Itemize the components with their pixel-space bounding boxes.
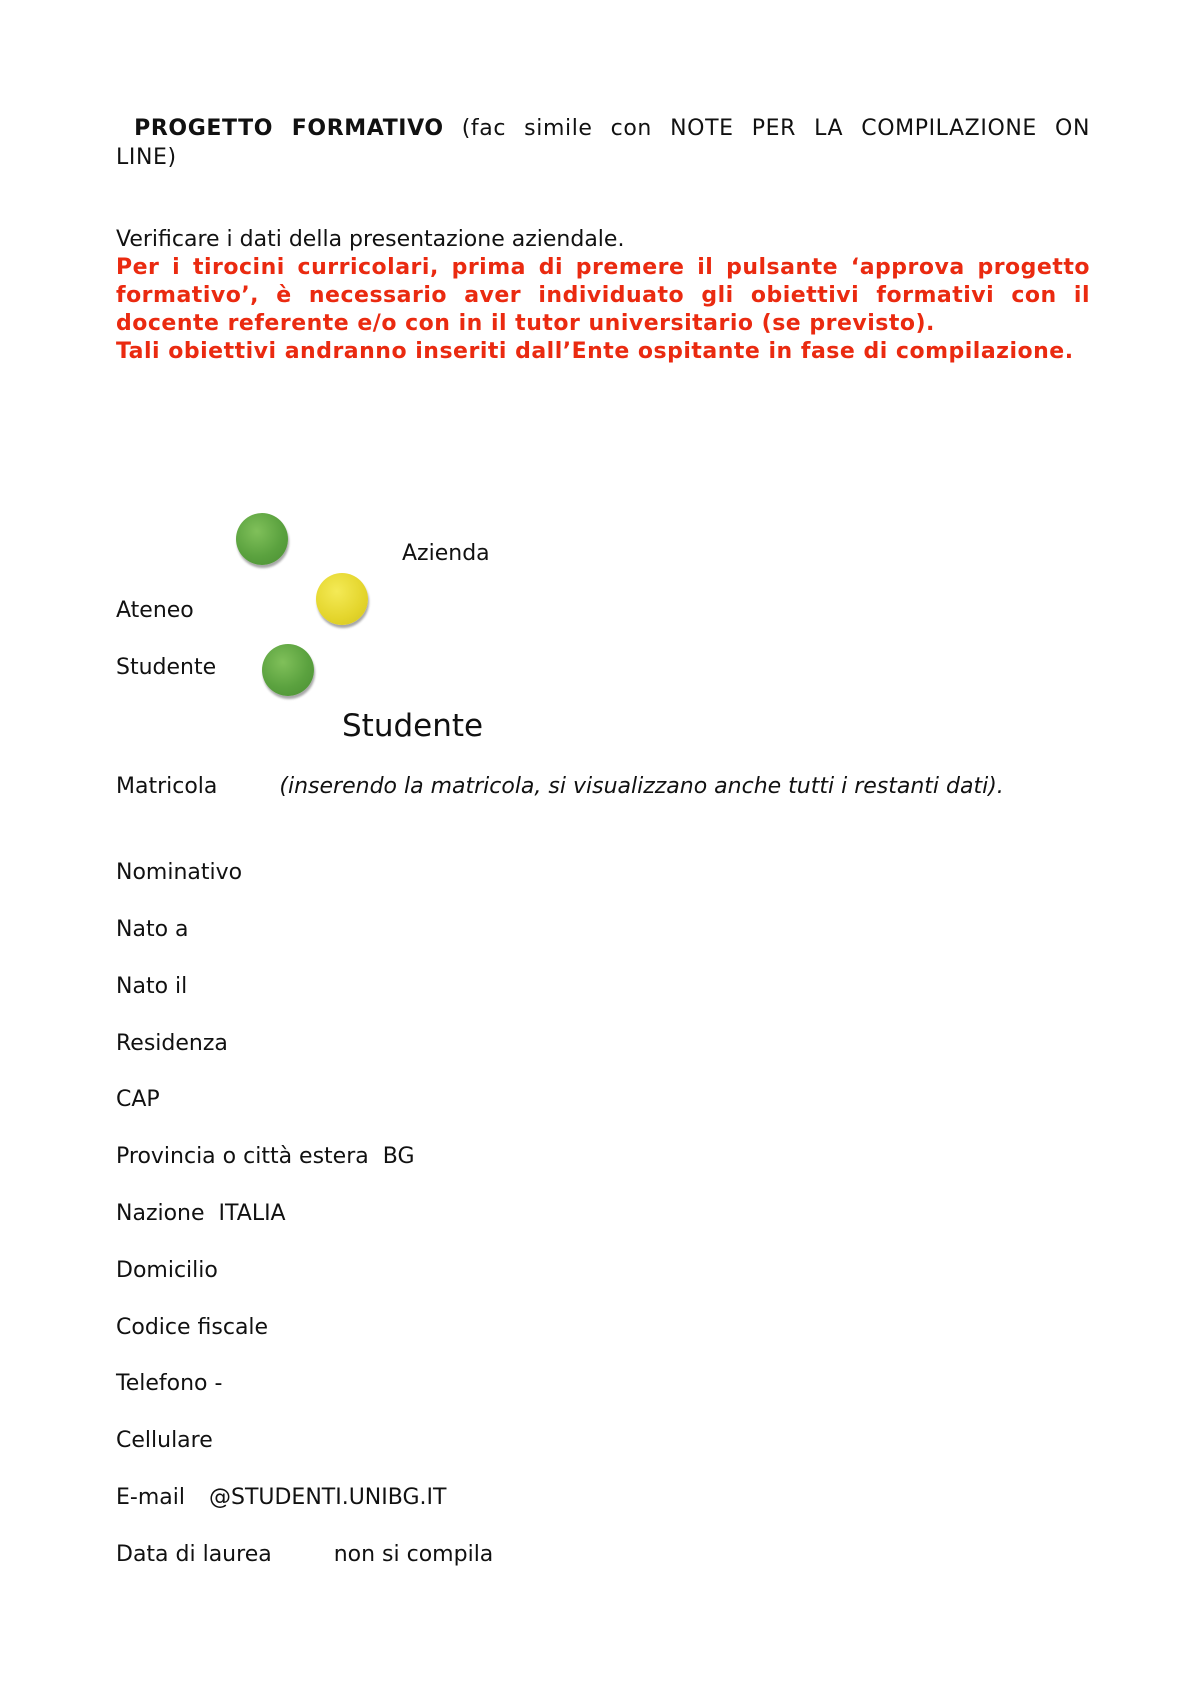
- studente-status-label: Studente: [116, 655, 217, 680]
- document-header: [116, 114, 1090, 172]
- field-provincia: [116, 1143, 415, 1171]
- ateneo-status-yellow-icon: [316, 573, 368, 625]
- matricola-label: Matricola: [116, 774, 218, 799]
- matricola-note: (inserendo la matricola, si visualizzano anche tutti i restanti dati).: [279, 774, 1004, 799]
- field-data-laurea: [116, 1541, 493, 1569]
- field-nazione: [116, 1200, 286, 1228]
- matricola-row: [116, 772, 1056, 802]
- field-label: Provincia o città estera: [116, 1144, 369, 1169]
- compilation-notes: [116, 254, 1090, 366]
- field-residenza: [116, 1030, 228, 1058]
- field-label: Nazione: [116, 1201, 205, 1226]
- field-value: @STUDENTI.UNIBG.IT: [208, 1485, 447, 1510]
- field-label: Codice fiscale: [116, 1315, 269, 1340]
- field-nato-il: [116, 973, 187, 1001]
- field-value: BG: [382, 1144, 415, 1169]
- field-label: Nominativo: [116, 860, 243, 885]
- field-nato-a: [116, 916, 189, 944]
- field-label: E-mail: [116, 1485, 185, 1510]
- field-nominativo: [116, 859, 242, 887]
- field-cellulare: [116, 1427, 213, 1455]
- intro-text: Verificare i dati della presentazione aziendale.: [116, 227, 625, 252]
- azienda-status-label: Azienda: [402, 541, 490, 566]
- field-label: Telefono -: [116, 1371, 223, 1396]
- field-label: Nato il: [116, 974, 188, 999]
- field-label: Cellulare: [116, 1428, 213, 1453]
- field-domicilio: [116, 1257, 218, 1285]
- field-cap: [116, 1086, 160, 1114]
- field-label: Nato a: [116, 917, 189, 942]
- field-codice-fiscale: [116, 1314, 268, 1342]
- field-label: Domicilio: [116, 1258, 218, 1283]
- azienda-status-green-icon: [236, 513, 288, 565]
- ateneo-status-label: Ateneo: [116, 598, 194, 623]
- field-label: CAP: [116, 1087, 160, 1112]
- note-paragraph-1: Per i tirocini curricolari, prima di premere il pulsante ‘approva progetto formativo’, è necessario aver individuato gli obiettivi formativi con il docente referente e/o con in il tutor universitario (se previsto).: [116, 255, 1090, 336]
- field-value: non si compila: [333, 1542, 494, 1567]
- document-title: PROGETTO FORMATIVO: [134, 116, 444, 141]
- field-email: [116, 1484, 446, 1512]
- field-value: ITALIA: [218, 1201, 286, 1226]
- document-subtitle: (fac simile con NOTE PER LA COMPILAZIONE ON LINE): [116, 116, 1091, 170]
- field-label: Data di laurea: [116, 1542, 272, 1567]
- student-section-title: Studente: [342, 708, 484, 744]
- field-telefono: [116, 1370, 222, 1398]
- note-paragraph-2: Tali obiettivi andranno inseriti dall’Ente ospitante in fase di compilazione.: [116, 339, 1074, 364]
- field-label: Residenza: [116, 1031, 228, 1056]
- studente-status-green-icon: [262, 644, 314, 696]
